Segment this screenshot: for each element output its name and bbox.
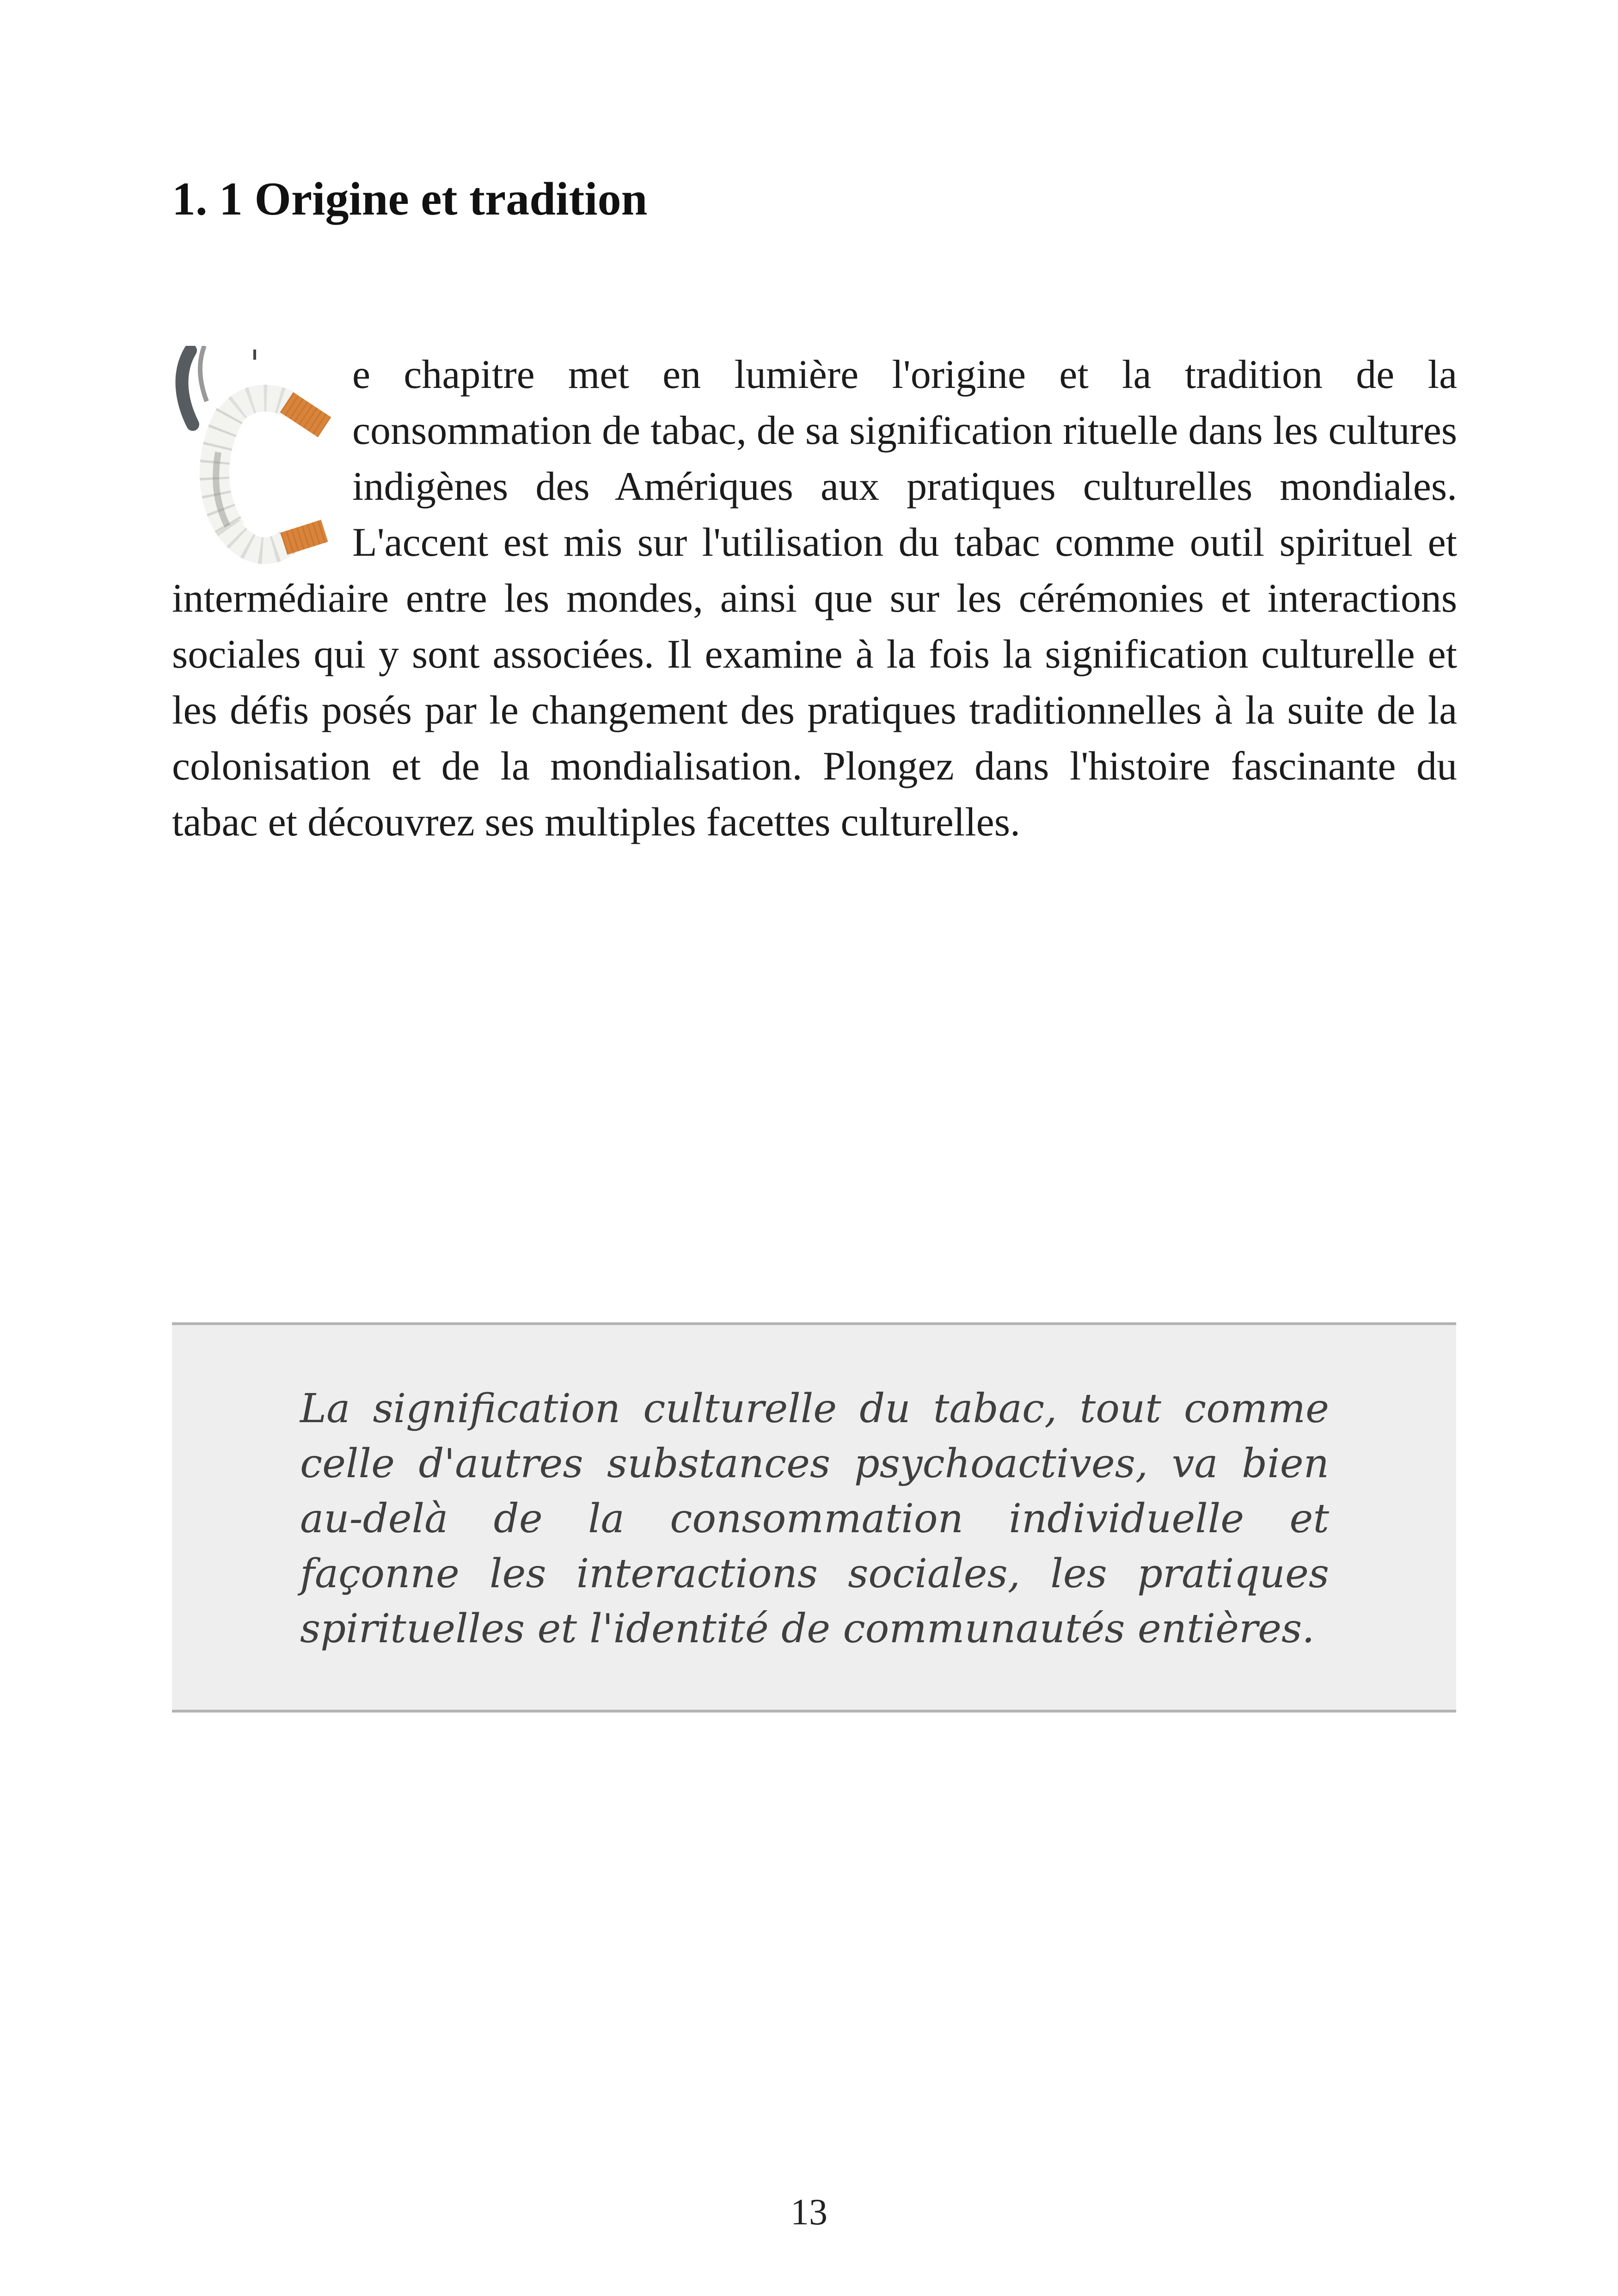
intro-text: e chapitre met en lumière l'origine et la tradition de la consommation de tabac, de sa signification rituelle dans les cultures indigènes des Amériques aux pratiques culturelles mondiales. L'accent est mis sur l'utilisation du tabac comme outil spirituel et intermédiaire entre les mondes, ainsi que sur les cérémonies et interactions sociales qui y sont associées. Il examine à la fois la signification culturelle et les défis posés par le changement des pratiques traditionnelles à la suite de la colonisation et de la mondialisation. Plongez dans l'histoire fascinante du tabac et découvrez ses multiples facettes culturelles. bbox=[172, 352, 1457, 845]
cigarette-letter-c-icon bbox=[172, 346, 352, 570]
section-heading: 1. 1 Origine et tradition bbox=[172, 173, 648, 225]
pull-quote-text: La signification culturelle du tabac, tout comme celle d'autres substances psychoactives, va bien au-delà de la consommation individuelle et façonne les interactions sociales, les pratiques spirituelles et l'identité de communautés entières. bbox=[300, 1386, 1329, 1652]
page-number: 13 bbox=[791, 2192, 827, 2233]
pull-quote-box bbox=[172, 1322, 1456, 1713]
intro-paragraph bbox=[172, 347, 1457, 850]
